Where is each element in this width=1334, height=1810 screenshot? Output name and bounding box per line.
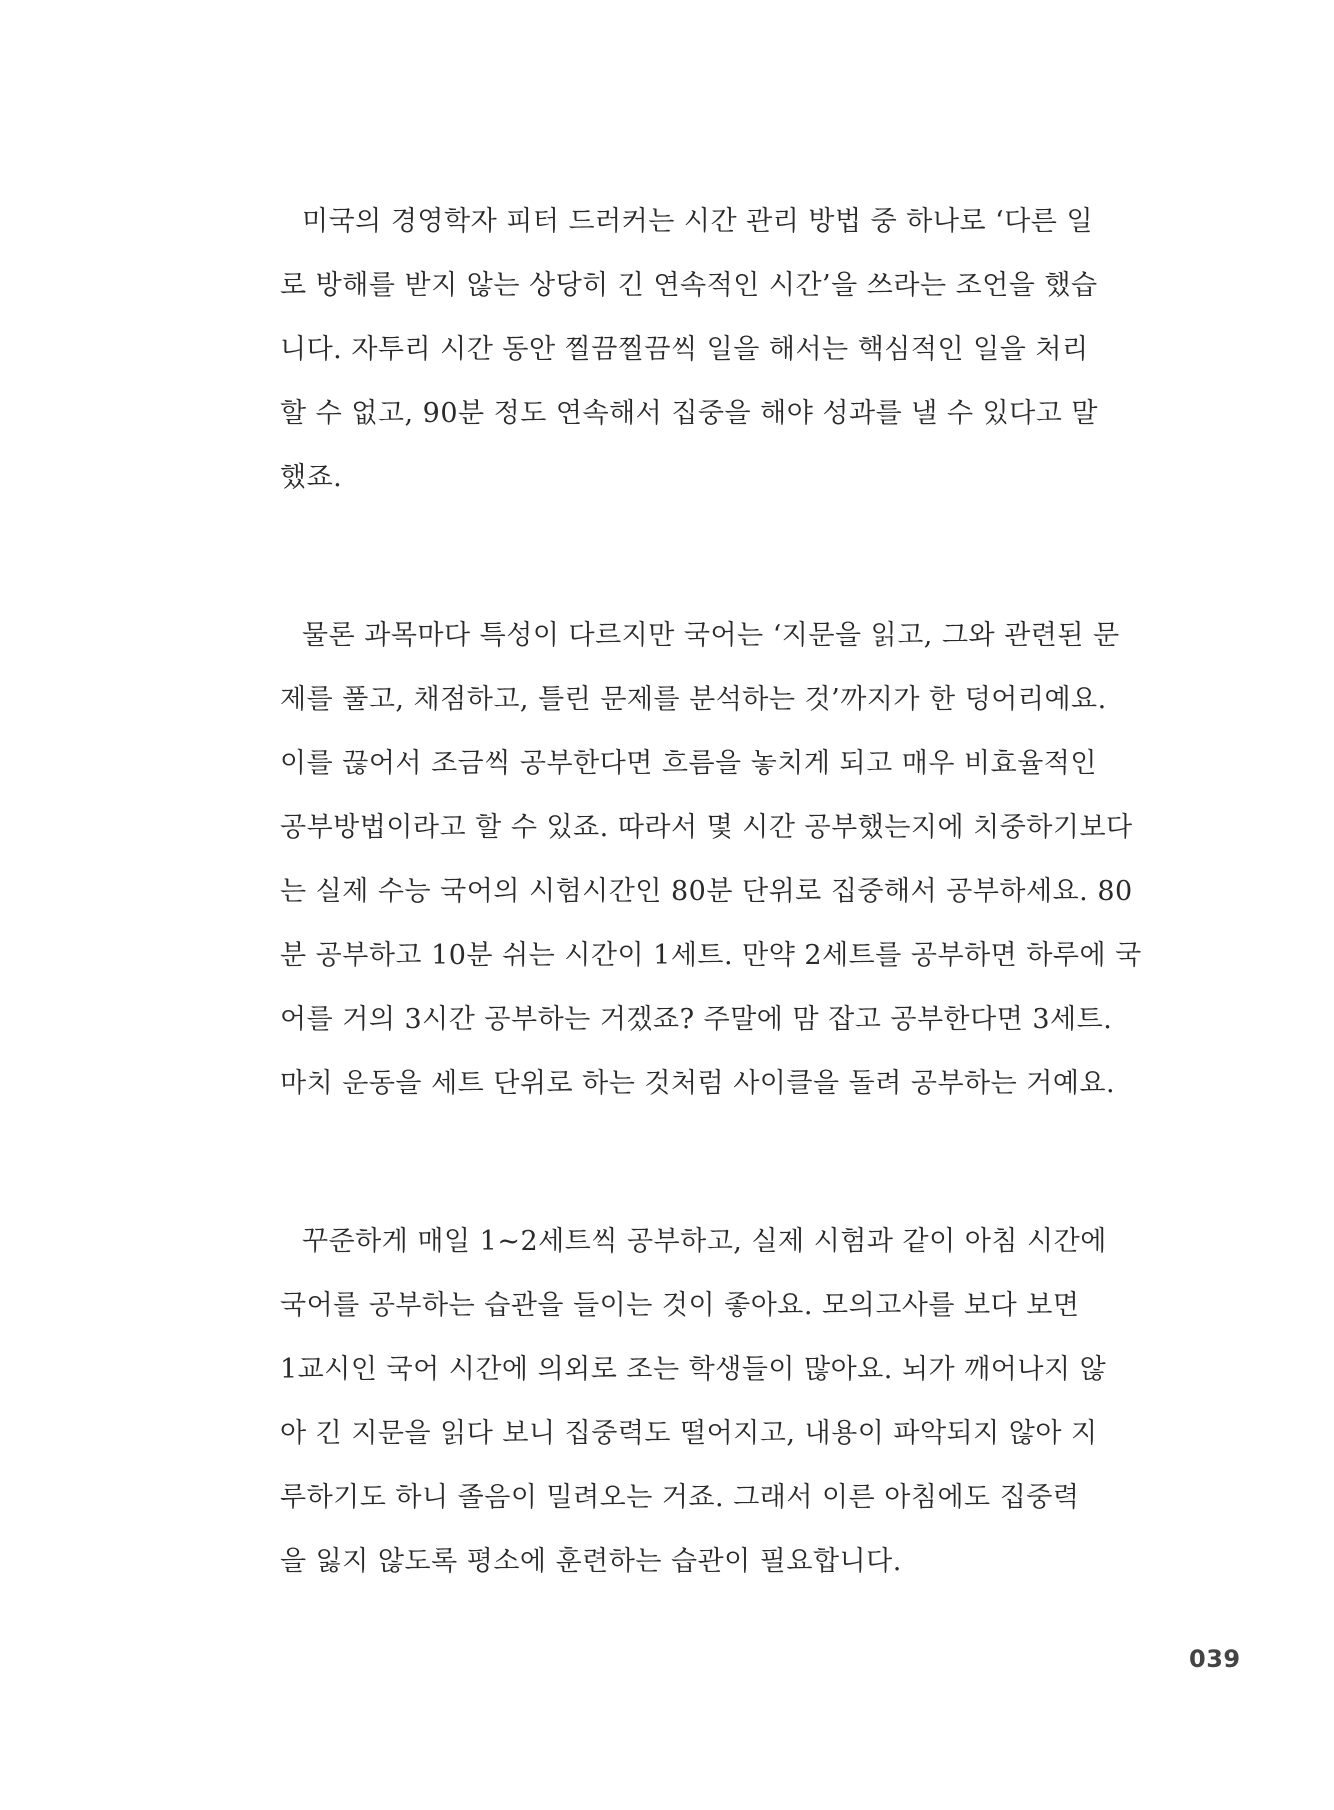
page-number: 039 bbox=[1189, 1645, 1241, 1673]
text-line: 할 수 없고, 90분 정도 연속해서 집중을 해야 성과를 낼 수 있다고 말 bbox=[280, 398, 1098, 429]
text-line: 꾸준하게 매일 1~2세트씩 공부하고, 실제 시험과 같이 아침 시간에 bbox=[302, 1226, 1107, 1257]
paragraph-spacer bbox=[280, 510, 1120, 604]
text-line: 로 방해를 받지 않는 상당히 긴 연속적인 시간’을 쓰라는 조언을 했습 bbox=[280, 270, 1098, 301]
text-line: 니다. 자투리 시간 동안 찔끔찔끔씩 일을 해서는 핵심적인 일을 처리 bbox=[280, 334, 1089, 365]
text-line: 물론 과목마다 특성이 다르지만 국어는 ‘지문을 읽고, 그와 관련된 문 bbox=[302, 620, 1120, 651]
paragraph-1 bbox=[280, 190, 1120, 510]
text-line: 이를 끊어서 조금씩 공부한다면 흐름을 놓치게 되고 매우 비효율적인 bbox=[280, 748, 1097, 779]
text-line: 어를 거의 3시간 공부하는 거겠죠? 주말에 맘 잡고 공부한다면 3세트. bbox=[280, 1004, 1113, 1035]
text-line: 제를 풀고, 채점하고, 틀린 문제를 분석하는 것’까지가 한 덩어리예요. bbox=[280, 684, 1107, 715]
text-line: 루하기도 하니 졸음이 밀려오는 거죠. 그래서 이른 아침에도 집중력 bbox=[280, 1482, 1080, 1513]
text-line: 했죠. bbox=[280, 462, 343, 493]
text-line: 1교시인 국어 시간에 의외로 조는 학생들이 많아요. 뇌가 깨어나지 않 bbox=[280, 1354, 1107, 1385]
text-line: 을 잃지 않도록 평소에 훈련하는 습관이 필요합니다. bbox=[280, 1546, 902, 1577]
text-line: 마치 운동을 세트 단위로 하는 것처럼 사이클을 돌려 공부하는 거예요. bbox=[280, 1068, 1116, 1099]
paragraph-spacer bbox=[280, 1116, 1120, 1210]
text-line: 분 공부하고 10분 쉬는 시간이 1세트. 만약 2세트를 공부하면 하루에 국 bbox=[280, 940, 1142, 971]
text-line: 는 실제 수능 국어의 시험시간인 80분 단위로 집중해서 공부하세요. 80 bbox=[280, 876, 1133, 907]
paragraph-3 bbox=[280, 1210, 1120, 1594]
text-line: 아 긴 지문을 읽다 보니 집중력도 떨어지고, 내용이 파악되지 않아 지 bbox=[280, 1418, 1098, 1449]
text-line: 미국의 경영학자 피터 드러커는 시간 관리 방법 중 하나로 ‘다른 일 bbox=[302, 206, 1094, 237]
text-line: 국어를 공부하는 습관을 들이는 것이 좋아요. 모의고사를 보다 보면 bbox=[280, 1290, 1080, 1321]
paragraph-2 bbox=[280, 604, 1142, 1116]
body-text bbox=[280, 190, 1142, 1594]
text-line: 공부방법이라고 할 수 있죠. 따라서 몇 시간 공부했는지에 치중하기보다 bbox=[280, 812, 1133, 843]
